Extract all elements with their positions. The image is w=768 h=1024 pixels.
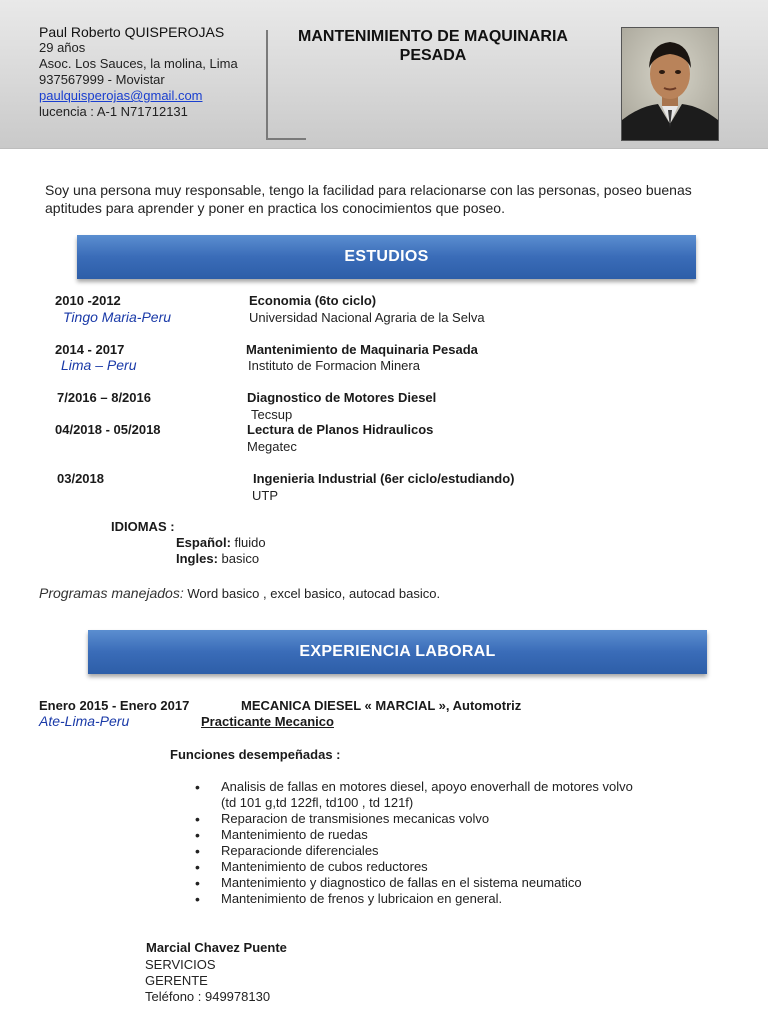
function-item: • Analisis de fallas en motores diesel, apoyo enoverhall de motores volvo	[190, 779, 710, 795]
language-item	[176, 535, 266, 551]
functions-list	[190, 779, 710, 907]
study-course: Economia (6to ciclo)	[249, 293, 377, 308]
header-band	[0, 0, 768, 149]
language-level: fluido	[234, 535, 266, 550]
function-item: • Reparacionde diferenciales	[190, 843, 710, 859]
language-name: Ingles:	[176, 551, 218, 566]
candidate-email-link[interactable]: paulquisperojas@gmail.com	[39, 88, 203, 103]
languages-label: IDIOMAS :	[111, 519, 175, 534]
candidate-address: Asoc. Los Sauces, la molina, Lima	[39, 56, 238, 71]
study-institution: Universidad Nacional Agraria de la Selva	[249, 310, 485, 325]
reference-company: SERVICIOS	[145, 957, 216, 972]
job-period: Enero 2015 - Enero 2017	[39, 698, 190, 713]
language-item	[176, 551, 259, 567]
job-title-line1: MANTENIMIENTO DE MAQUINARIA	[298, 28, 568, 45]
software-skills-label: Programas manejados:	[39, 585, 184, 601]
job-company: MECANICA DIESEL « MARCIAL », Automotriz	[241, 698, 522, 713]
profile-summary: Soy una persona muy responsable, tengo la facilidad para relacionarse con las personas, poseo buenas aptitudes para aprender y poner en practica los conocimientos que poseo.	[45, 182, 692, 216]
job-title	[270, 27, 596, 65]
job-title-line2: PESADA	[399, 47, 467, 64]
study-course: Diagnostico de Motores Diesel	[247, 390, 437, 405]
reference-role: GERENTE	[145, 973, 208, 988]
profile-photo	[621, 27, 719, 141]
candidate-phone: 937567999 - Movistar	[39, 72, 165, 87]
section-banner-experiencia	[88, 630, 707, 674]
section-heading-experiencia: EXPERIENCIA LABORAL	[299, 643, 496, 660]
study-institution: UTP	[252, 488, 278, 503]
function-item: • Mantenimiento de ruedas	[190, 827, 710, 843]
study-date: 7/2016 – 8/2016	[57, 390, 151, 405]
software-skills	[39, 585, 440, 601]
study-place: Lima – Peru	[61, 357, 137, 373]
language-level: basico	[221, 551, 260, 566]
study-date: 2014 - 2017	[55, 342, 125, 357]
section-banner-estudios	[77, 235, 696, 279]
study-course: Lectura de Planos Hidraulicos	[247, 422, 434, 437]
reference-phone: Teléfono : 949978130	[145, 989, 271, 1004]
study-course: Ingenieria Industrial (6er ciclo/estudiando)	[253, 471, 515, 486]
candidate-age: 29 años	[39, 40, 86, 55]
job-position: Practicante Mecanico	[201, 714, 334, 729]
language-name: Español:	[176, 535, 231, 550]
section-heading-estudios: ESTUDIOS	[344, 248, 429, 265]
study-place: Tingo Maria-Peru	[63, 309, 172, 325]
function-item-continuation: (td 101 g,td 122fl, td100 , td 121f)	[221, 795, 414, 810]
profile-photo-image	[622, 28, 718, 140]
study-institution: Tecsup	[251, 407, 293, 422]
candidate-license: lucencia : A-1 N71712131	[39, 104, 188, 119]
contact-block	[39, 24, 238, 120]
function-item: • Mantenimiento de frenos y lubricaion en general.	[190, 891, 710, 907]
function-item: • Mantenimiento y diagnostico de fallas en el sistema neumatico	[190, 875, 710, 891]
job-location: Ate-Lima-Peru	[39, 713, 130, 729]
study-institution: Instituto de Formacion Minera	[248, 358, 420, 373]
software-skills-value: Word basico , excel basico, autocad basico.	[187, 586, 441, 601]
function-item: • Mantenimiento de cubos reductores	[190, 859, 710, 875]
functions-label: Funciones desempeñadas :	[170, 747, 341, 762]
study-date: 03/2018	[57, 471, 104, 486]
function-item: • Reparacion de transmisiones mecanicas volvo	[190, 811, 710, 827]
study-institution: Megatec	[247, 439, 297, 454]
study-date: 04/2018 - 05/2018	[55, 422, 161, 437]
candidate-name: Paul Roberto QUISPEROJAS	[39, 24, 225, 40]
study-date: 2010 -2012	[55, 293, 121, 308]
reference-name: Marcial Chavez Puente	[146, 940, 287, 955]
study-course: Mantenimiento de Maquinaria Pesada	[246, 342, 478, 357]
